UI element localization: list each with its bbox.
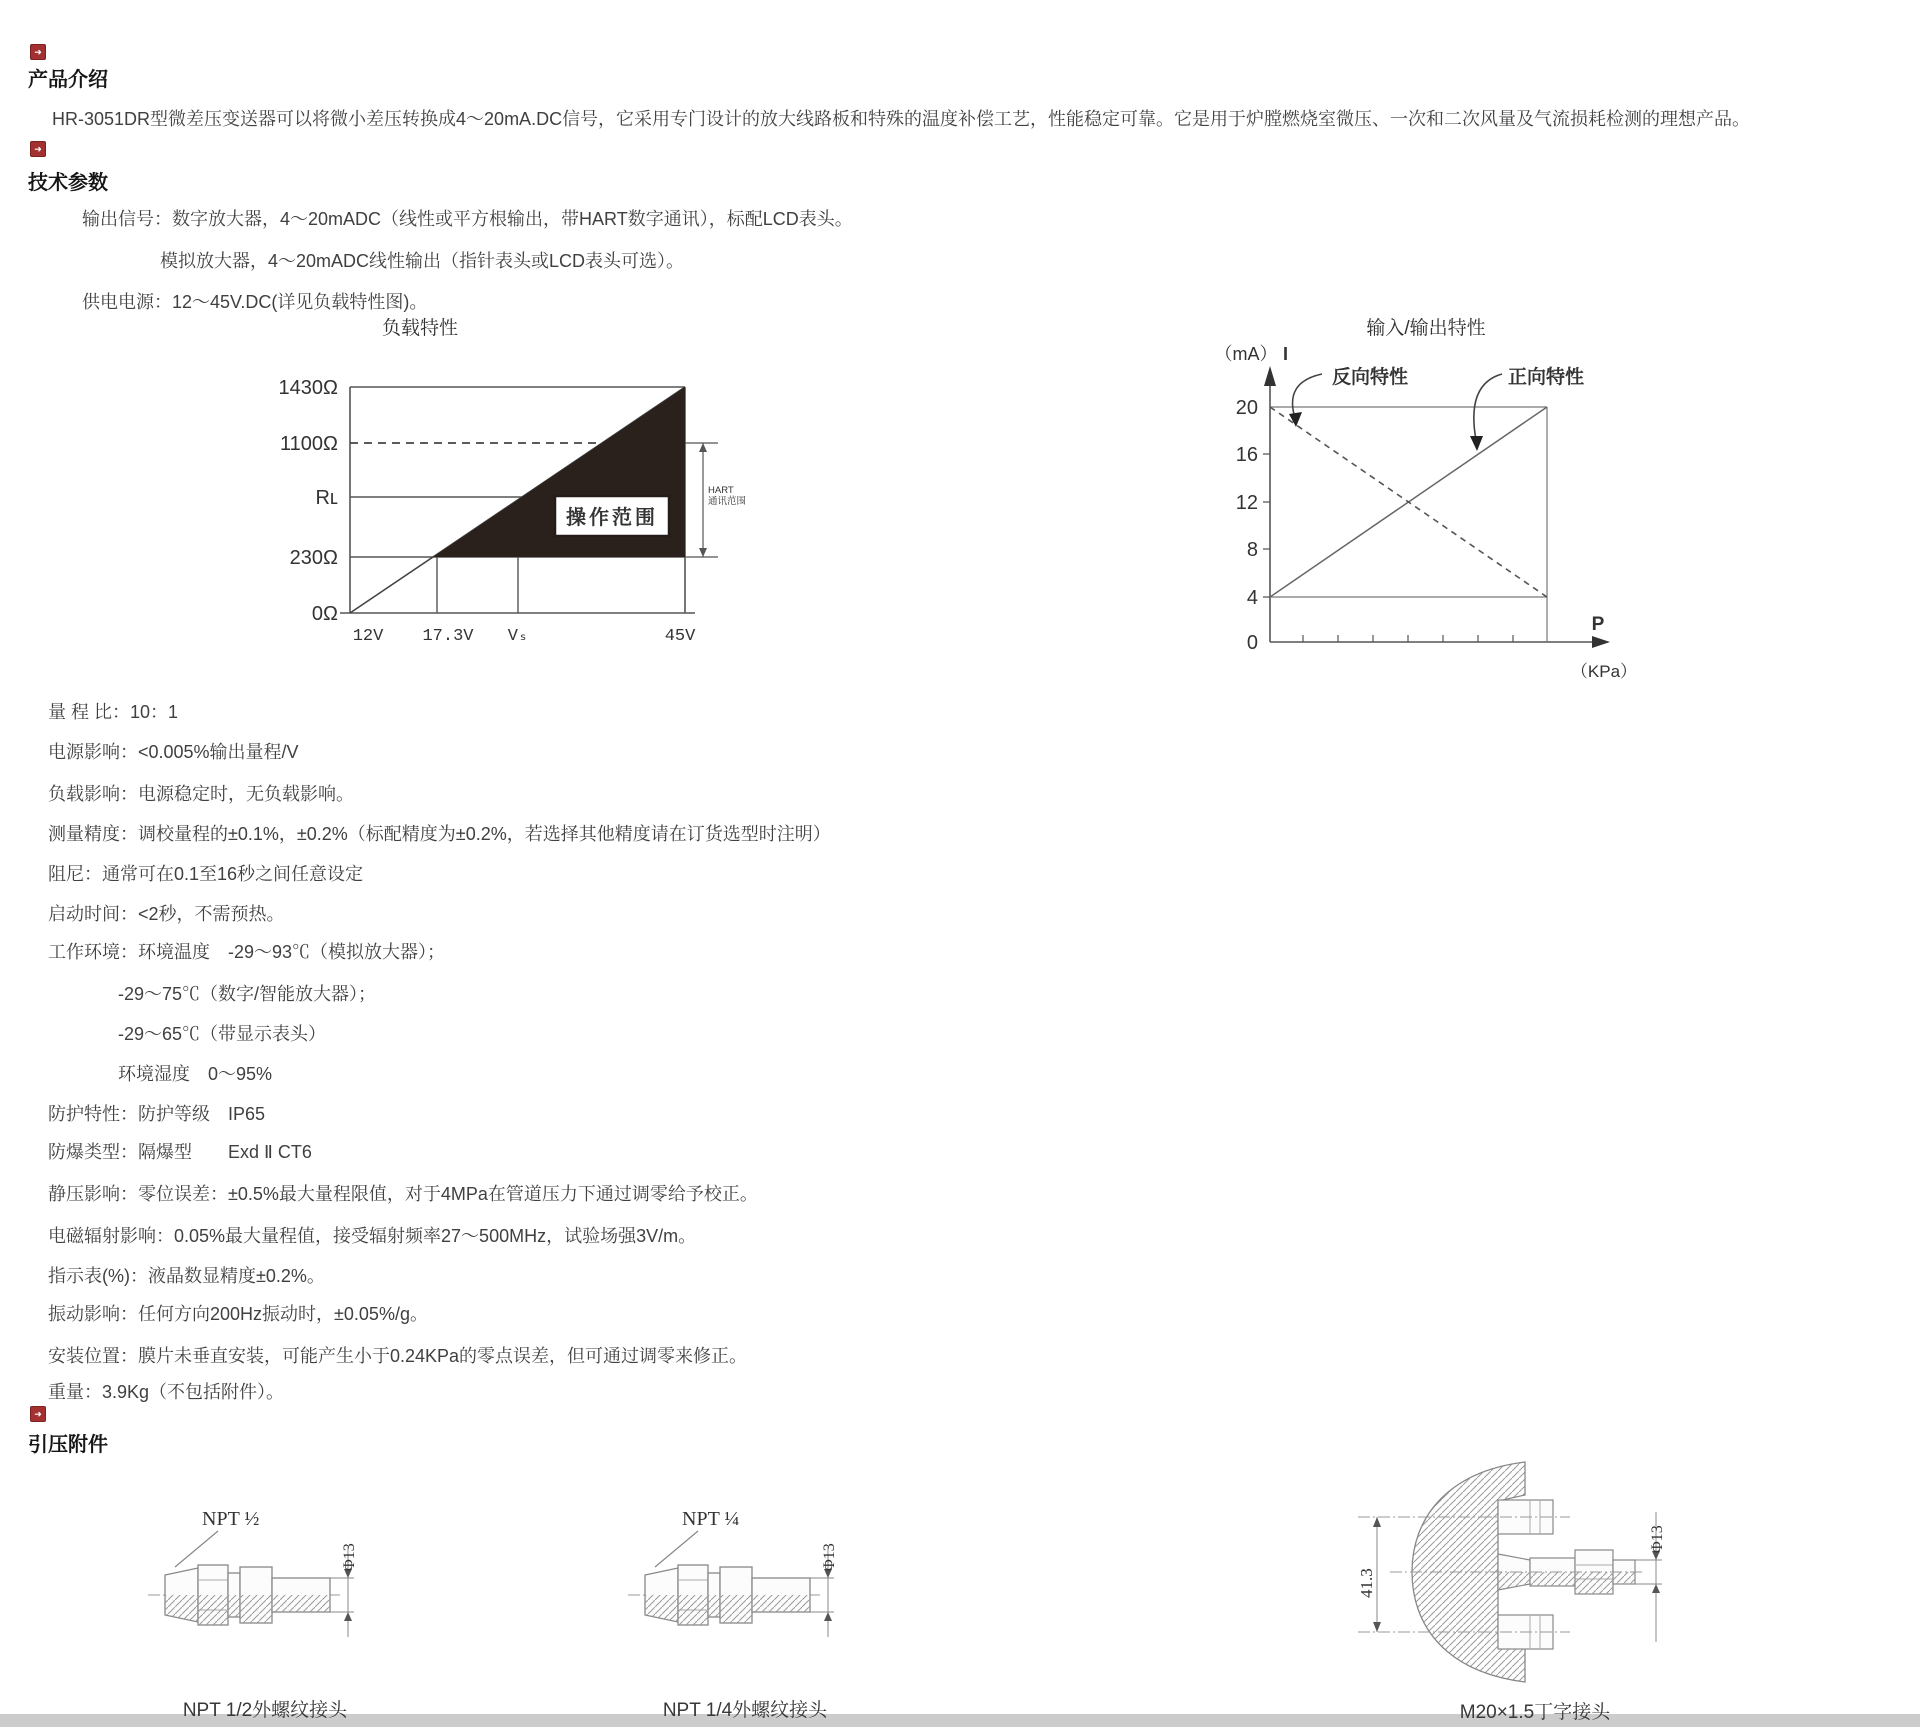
reverse-characteristic-label: 反向特性 <box>1332 367 1409 388</box>
section-marker-icon: ➜ <box>30 1406 46 1422</box>
fitting-caption: NPT 1/4外螺纹接头 <box>662 1700 828 1721</box>
io-chart-title: 输入/输出特性 <box>1366 318 1486 339</box>
xtick-12V: 12V <box>352 627 384 646</box>
spec-line: 电源影响：<0.005%输出量程/V <box>48 742 299 762</box>
ytick-20: 20 <box>1235 397 1258 419</box>
spec-line: -29～65℃（带显示表头） <box>118 1024 327 1044</box>
dim-arrow-icon <box>1373 1622 1381 1632</box>
spec-line: 安装位置：膜片未垂直安装，可能产生小于0.24KPa的零点误差，但可通过调零来修正。 <box>48 1346 748 1366</box>
ytick-1430: 1430Ω <box>278 377 338 399</box>
spec-line: 防护特性：防护等级 IP65 <box>48 1104 266 1124</box>
arrow-down-icon <box>699 548 707 557</box>
fitting-caption: M20×1.5丁字接头 <box>1459 1702 1611 1723</box>
hart-range-label-line2: 通讯范围 <box>708 496 747 507</box>
fitting-caption: NPT 1/2外螺纹接头 <box>182 1700 348 1721</box>
npt-half-fitting-drawing <box>140 1495 380 1650</box>
load-chart-title: 负载特性 <box>381 318 458 339</box>
spec-line: 启动时间：<2秒，不需预热。 <box>48 904 285 924</box>
y-axis-arrow-icon <box>1264 366 1276 386</box>
xtick-17.3V: 17.3V <box>422 627 474 646</box>
ytick-0: 0Ω <box>311 603 338 625</box>
spec-line: 振动影响：任何方向200Hz振动时，±0.05%/g。 <box>48 1304 428 1324</box>
x-unit-label: （KPa） <box>1570 662 1638 681</box>
m20-t-fitting-drawing <box>1330 1450 1690 1700</box>
annotation-arrow-icon <box>1470 436 1483 451</box>
dim-arrow-icon <box>1652 1584 1660 1593</box>
height-dim-label: 41.3 <box>1357 1568 1376 1598</box>
npt-quarter-fitting-drawing <box>620 1495 860 1650</box>
ytick-12: 12 <box>1235 492 1258 514</box>
thread-size-label: NPT ¼ <box>682 1508 740 1530</box>
diameter-label: Φ13 <box>1649 1525 1666 1553</box>
intro-heading: 产品介绍 <box>28 69 108 91</box>
y-symbol-label: I <box>1283 344 1289 364</box>
ytick-8: 8 <box>1246 539 1258 561</box>
io-characteristic-chart <box>1180 330 1700 705</box>
fittings-heading: 引压附件 <box>28 1434 108 1456</box>
spec-line: 阻尼：通常可在0.1至16秒之间任意设定 <box>48 864 364 884</box>
spec-line: 环境湿度 0～95% <box>118 1064 273 1084</box>
section-marker-icon: ➜ <box>30 141 46 157</box>
dim-arrow-icon <box>824 1612 832 1621</box>
x-axis-arrow-icon <box>1592 636 1610 648</box>
spec-line: 防爆类型：隔爆型 Exd Ⅱ CT6 <box>48 1142 312 1162</box>
xtick-Vs: Vₛ <box>507 627 529 646</box>
dim-arrow-icon <box>344 1612 352 1621</box>
arrow-up-icon <box>699 443 707 452</box>
forward-characteristic-label: 正向特性 <box>1508 367 1585 388</box>
dim-arrow-icon <box>1373 1517 1381 1527</box>
spec-line: 测量精度：调校量程的±0.1%，±0.2%（标配精度为±0.2%，若选择其他精度请在订货选型时注明） <box>48 824 831 844</box>
intro-paragraph: HR-3051DR型微差压变送器可以将微小差压转换成4～20mA.DC信号，它采用专门设计的放大线路板和特殊的温度补偿工艺，性能稳定可靠。它是用于炉膛燃烧室微压、一次和二次风量及气流损耗检测的理想产品。 <box>52 109 1751 129</box>
load-characteristic-chart <box>180 300 760 660</box>
y-unit-label: （mA） <box>1214 344 1278 364</box>
spec-line: 重量：3.9Kg（不包括附件）。 <box>48 1382 285 1402</box>
tech-heading: 技术参数 <box>28 172 108 194</box>
spec-line: 电磁辐射影响：0.05%最大量程值，接受辐射频率27～500MHz，试验场强3V/m。 <box>48 1226 697 1246</box>
xtick-45V: 45V <box>664 627 696 646</box>
x-symbol-label: P <box>1591 614 1605 635</box>
spec-line: 负载影响：电源稳定时，无负载影响。 <box>48 784 354 804</box>
diameter-label: Φ13 <box>821 1543 838 1571</box>
operating-region-label: 操作范围 <box>566 507 658 529</box>
ytick-RL: Rʟ <box>315 487 338 509</box>
hart-range-label-line1: HART <box>708 485 734 496</box>
spec-line: 指示表(%)：液晶数显精度±0.2%。 <box>48 1266 325 1286</box>
spec-line: 量 程 比：10：1 <box>48 702 179 722</box>
ytick-1100: 1100Ω <box>280 433 338 455</box>
spec-line: -29～75℃（数字/智能放大器）； <box>118 984 377 1004</box>
spec-line: 静压影响：零位误差：±0.5%最大量程限值，对于4MPa在管道压力下通过调零给予校正。 <box>48 1184 758 1204</box>
ytick-origin: 0 <box>1246 632 1258 654</box>
section-marker-icon: ➜ <box>30 44 46 60</box>
tech-output-signal-line2: 模拟放大器，4～20mADC线性输出（指针表头或LCD表头可选）。 <box>160 251 685 271</box>
annotation-arrow-icon <box>1289 412 1302 427</box>
ytick-4: 4 <box>1246 587 1258 609</box>
spec-line: 工作环境：环境温度 -29～93℃（模拟放大器）； <box>48 942 446 962</box>
ytick-16: 16 <box>1235 444 1258 466</box>
thread-size-label: NPT ½ <box>202 1508 260 1530</box>
diameter-label: Φ13 <box>341 1543 358 1571</box>
tech-power-line: 供电电源：12～45V.DC(详见负载特性图)。 <box>82 292 428 312</box>
ytick-230: 230Ω <box>289 547 338 569</box>
tech-output-signal-line: 输出信号：数字放大器，4～20mADC（线性或平方根输出，带HART数字通讯），标配LCD表头。 <box>82 209 853 229</box>
